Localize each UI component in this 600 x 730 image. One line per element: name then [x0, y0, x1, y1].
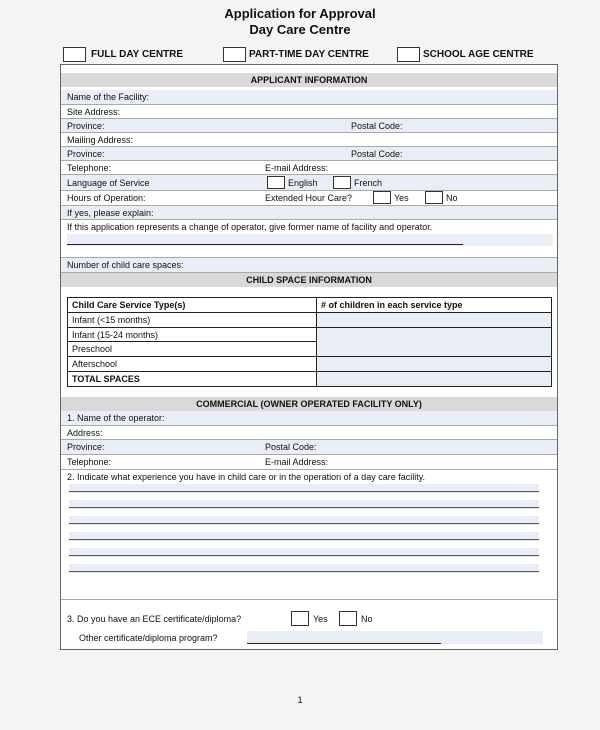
extended-yes-label: Yes [394, 193, 409, 203]
extended-label: Extended Hour Care? [265, 193, 353, 203]
commercial-heading: COMMERCIAL (OWNER OPERATED FACILITY ONLY) [61, 397, 557, 411]
school-age-label: SCHOOL AGE CENTRE [423, 49, 534, 60]
child-space-table [67, 297, 552, 387]
experience-row [61, 470, 557, 600]
count-field-afterschool[interactable] [316, 357, 551, 371]
service-type-preschool: Preschool [72, 344, 113, 355]
table-row [68, 342, 551, 357]
french-label: French [354, 178, 383, 188]
province-row-2[interactable] [61, 147, 557, 161]
commercial-address-label: Address: [67, 428, 103, 438]
total-spaces-label: TOTAL SPACES [72, 373, 140, 384]
site-address-row[interactable] [61, 105, 557, 119]
service-type-infant: Infant (<15 months) [72, 315, 151, 325]
mailing-label: Mailing Address: [67, 135, 134, 145]
telephone-label: Telephone: [67, 163, 112, 173]
child-space-header-row [68, 298, 551, 313]
ece-row [61, 610, 557, 630]
facility-name-label: Name of the Facility: [67, 92, 150, 102]
count-field-toddler[interactable] [316, 328, 551, 342]
commercial-province-row[interactable] [61, 440, 557, 455]
extended-no-label: No [446, 193, 458, 203]
extended-yes-checkbox[interactable] [373, 191, 391, 204]
table-row [68, 372, 551, 387]
language-row [61, 175, 557, 191]
service-type-header: Child Care Service Type(s) [72, 300, 186, 310]
table-row [68, 357, 551, 372]
full-day-label: FULL DAY CENTRE [91, 49, 184, 60]
form-title: Application for Approval [224, 6, 376, 21]
spaces-label: Number of child care spaces: [67, 260, 184, 270]
ece-yes-label: Yes [313, 614, 328, 624]
postal-label-1: Postal Code: [351, 121, 403, 131]
ece-no-label: No [361, 614, 373, 624]
other-certificate-label: Other certificate/diploma program? [79, 633, 218, 643]
english-label: English [288, 178, 318, 188]
other-certificate-row [61, 631, 557, 647]
service-type-toddler: Infant (15-24 months) [72, 329, 159, 340]
province-row-1[interactable] [61, 119, 557, 133]
commercial-address-row[interactable] [61, 426, 557, 440]
extended-no-checkbox[interactable] [425, 191, 443, 204]
table-row [68, 328, 551, 343]
mailing-row[interactable] [61, 133, 557, 147]
explain-row[interactable] [61, 206, 557, 220]
count-field-infant[interactable] [316, 313, 551, 327]
facility-name-row[interactable] [61, 90, 557, 105]
form-subtitle: Day Care Centre [249, 22, 351, 37]
english-checkbox[interactable] [267, 176, 285, 189]
commercial-province-label: Province: [67, 442, 105, 452]
ece-no-checkbox[interactable] [339, 611, 357, 626]
children-count-header: # of children in each service type [321, 300, 463, 310]
ece-yes-checkbox[interactable] [291, 611, 309, 626]
page-number: 1 [297, 695, 303, 705]
change-operator-underline [67, 244, 463, 245]
hours-label: Hours of Operation: [67, 193, 146, 203]
change-operator-row [61, 220, 557, 258]
email-label: E-mail Address: [265, 163, 329, 173]
count-field-preschool[interactable] [316, 342, 551, 356]
part-time-label: PART-TIME DAY CENTRE [249, 49, 369, 60]
site-address-label: Site Address: [67, 107, 121, 117]
operator-label: 1. Name of the operator: [67, 413, 165, 423]
hours-row [61, 191, 557, 206]
count-field-total[interactable] [316, 372, 551, 386]
commercial-email-label: E-mail Address: [265, 457, 329, 467]
experience-label: 2. Indicate what experience you have in child care or in the operation of a day care facility. [67, 472, 426, 482]
table-row [68, 313, 551, 328]
commercial-telephone-row[interactable] [61, 455, 557, 470]
part-time-checkbox[interactable] [223, 47, 246, 62]
postal-label-2: Postal Code: [351, 149, 403, 159]
language-label: Language of Service [67, 178, 150, 188]
ece-label: 3. Do you have an ECE certificate/diploma? [67, 614, 242, 624]
telephone-row[interactable] [61, 161, 557, 175]
commercial-postal-label: Postal Code: [265, 442, 317, 452]
commercial-telephone-label: Telephone: [67, 457, 112, 467]
operator-row[interactable] [61, 411, 557, 426]
spaces-row[interactable] [61, 258, 557, 273]
full-day-checkbox[interactable] [63, 47, 86, 62]
province-label-2: Province: [67, 149, 105, 159]
applicant-heading: APPLICANT INFORMATION [61, 73, 557, 87]
other-certificate-underline [247, 643, 441, 644]
change-operator-label: If this application represents a change of operator, give former name of facility and operator. [67, 222, 433, 232]
child-space-heading: CHILD SPACE INFORMATION [61, 273, 557, 287]
school-age-checkbox[interactable] [397, 47, 420, 62]
french-checkbox[interactable] [333, 176, 351, 189]
service-type-afterschool: Afterschool [72, 359, 118, 370]
application-form [60, 64, 558, 650]
explain-label: If yes, please explain: [67, 208, 154, 218]
province-label-1: Province: [67, 121, 105, 131]
centre-type-selector [63, 47, 557, 63]
